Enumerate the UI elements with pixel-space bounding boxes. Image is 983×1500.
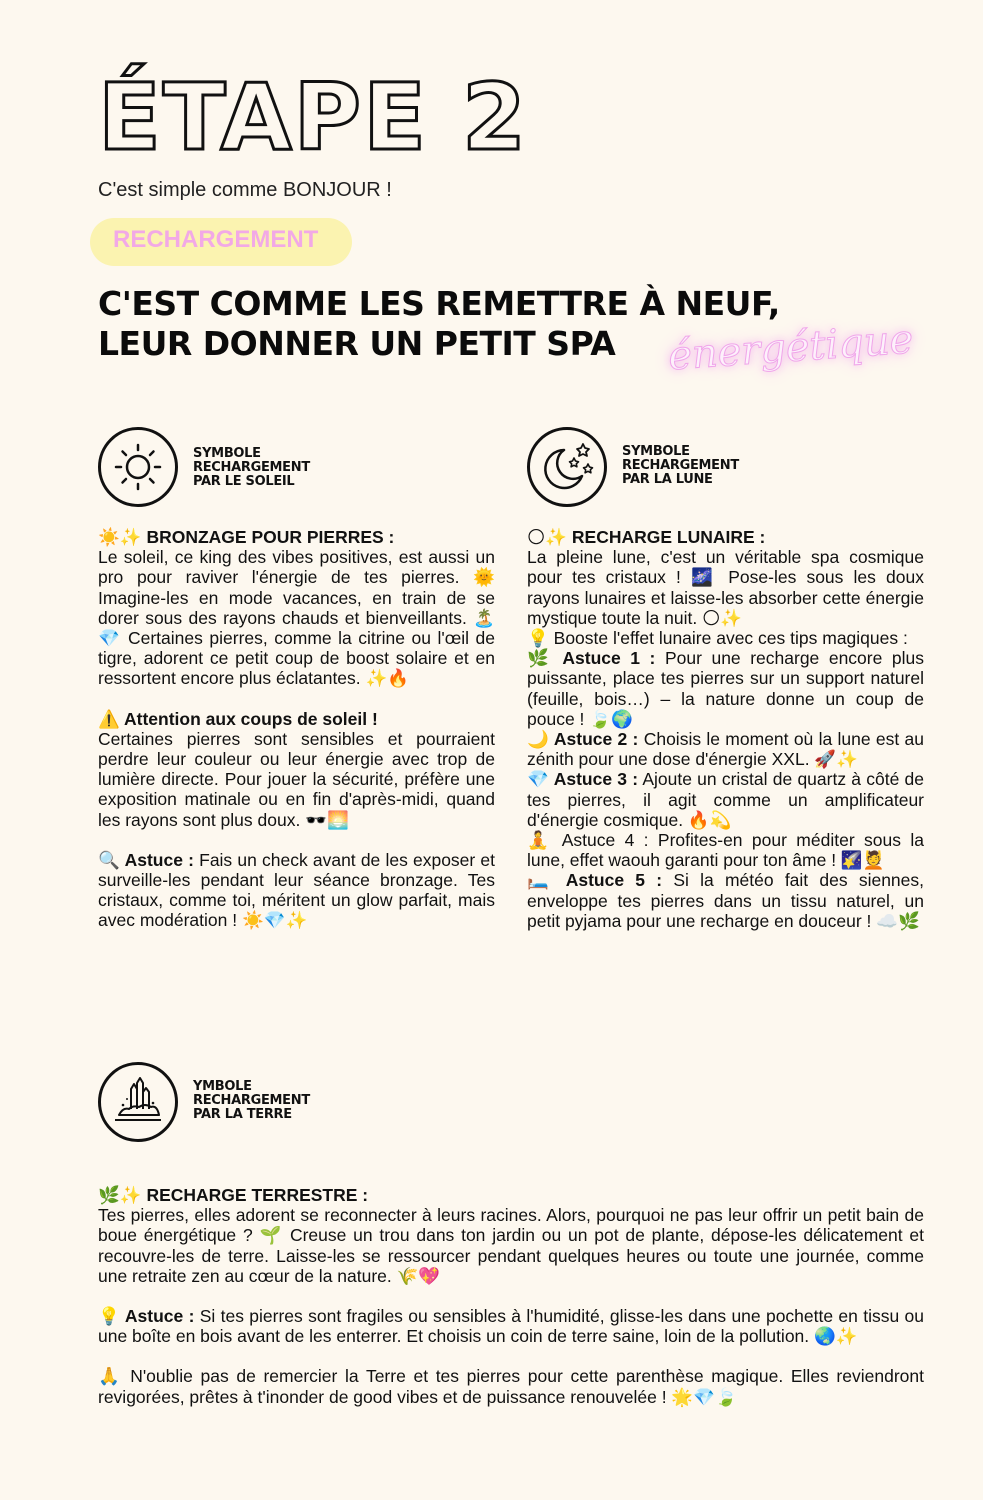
moon-tip-2-label: 🌙 Astuce 2 : xyxy=(527,729,639,750)
moon-paragraph-1: La pleine lune, c'est un véritable spa cosmique pour tes cristaux ! 🌌 Pose-les sous les doux rayons lunaires et laisse-les absorber cette énergie mystique toute la nuit. 🌕✨ xyxy=(527,547,924,628)
moon-tip-3-text: Ajoute un cristal de quartz à côté de tes pierres, il agit comme un amplificateur d'énergie cosmique. 🔥💫 xyxy=(527,769,925,830)
earth-paragraph-1: Tes pierres, elles adorent se reconnecter à leurs racines. Alors, pourquoi ne pas leur offrir un petit bain de boue énergétique ? 🌱 Creuse un trou dans ton jardin ou un pot de plante, dépose-les délicatement et recouvre-les de terre. Laisse-les se ressourcer pendant quelques heures ou toute une journée, comme une retraite zen au cœur de la nature. 🌾💖 xyxy=(98,1205,924,1286)
headline-script-word: énergétique xyxy=(666,316,915,380)
moon-tip-5-label: 🛏️ Astuce 5 : xyxy=(527,870,663,891)
sun-heading: ☀️✨ BRONZAGE POUR PIERRES : xyxy=(98,527,395,547)
sun-label-line: RECHARGEMENT xyxy=(193,460,310,475)
moon-label-line: SYMBOLE xyxy=(622,444,690,459)
headline-line-2: LEUR DONNER UN PETIT SPA xyxy=(98,324,616,363)
moon-tip-5-text: Si la météo fait des siennes, enveloppe tes pierres dans un tissu naturel, un petit pyjama pour une recharge en douceur ! ☁️🌿 xyxy=(527,870,925,931)
tag-label: RECHARGEMENT xyxy=(113,226,319,253)
sun-paragraph-2: Certaines pierres sont sensibles et pourraient perdre leur couleur ou leur énergie avec trop de lumière directe. Pour jouer la sécurité, préfère une exposition matinale ou en fin d'après-midi, quand les rayons sont plus doux. 🕶️🌅 xyxy=(98,728,495,830)
sun-icon xyxy=(101,430,175,504)
sun-symbol xyxy=(98,427,178,507)
sun-label-line: SYMBOLE xyxy=(193,446,261,461)
moon-paragraph-2: 💡 Booste l'effet lunaire avec ces tips magiques : xyxy=(527,628,908,649)
sun-paragraph-3: Fais un check avant de les exposer et surveille-les pendant leur séance bronzage. Tes cristaux, comme toi, méritent un glow parfait, mais avec modération ! ☀️💎✨ xyxy=(98,849,495,931)
moon-label-line: RECHARGEMENT xyxy=(622,458,739,473)
earth-paragraph-3: 🙏 N'oublie pas de remercier la Terre et tes pierres pour cette parenthèse magique. Elles reviendront revigorées, prêtes à t'inonder de good vibes et de puissance renouvelée ! 🌟💎🍃 xyxy=(98,1366,924,1407)
earth-section xyxy=(98,1185,924,1407)
sun-warning-heading: ⚠️ Attention aux coups de soleil ! xyxy=(98,708,378,729)
earth-tip-label: 💡 Astuce : xyxy=(98,1306,195,1327)
moon-symbol-label xyxy=(622,445,739,487)
crystal-in-earth-icon xyxy=(101,1065,175,1139)
earth-label-line: RECHARGEMENT xyxy=(193,1093,310,1108)
moon-tip-2-text: Choisis le moment où la lune est au zénith pour une dose d'énergie XXL. 🚀✨ xyxy=(527,729,924,770)
moon-tip-4-text: 🧘 Astuce 4 : Profites-en pour méditer sous la lune, effet waouh garanti pour ton âme ! 🌠💆 xyxy=(527,830,924,871)
sun-tip-heading: 🔍 Astuce : xyxy=(98,849,194,870)
headline-line-1: C'EST COMME LES REMETTRE À NEUF, xyxy=(98,284,780,323)
sun-section xyxy=(98,527,495,931)
moon-tip-1-label: 🌿 Astuce 1 : xyxy=(527,648,656,669)
page-title: ÉTAPE 2 xyxy=(98,64,528,171)
moon-heading: 🌕✨ RECHARGE LUNAIRE : xyxy=(527,527,766,547)
sun-label-line: PAR LE SOLEIL xyxy=(193,474,295,489)
earth-symbol xyxy=(98,1062,178,1142)
moon-tip-3-label: 💎 Astuce 3 : xyxy=(527,769,639,790)
page-subtitle: C'est simple comme BONJOUR ! xyxy=(98,179,392,201)
sun-paragraph-1: Le soleil, ce king des vibes positives, est aussi un pro pour raviver l'énergie de tes pierres. 🌞 Imagine-les en mode vacances, en train de se dorer sous des rayons chauds et bienveillants. 🏝️💎 Certaines pierres, comme la citrine ou l'œil de tigre, adorent ce petit coup de boost solaire et en ressortent encore plus éclatantes. ✨🔥 xyxy=(98,547,495,689)
earth-heading: 🌿✨ RECHARGE TERRESTRE : xyxy=(98,1185,369,1205)
moon-tip-1-text: Pour une recharge encore plus puissante, place tes pierres sur un support naturel (feuille, bois…) – la nature donne un coup de pouce ! 🍃🌍 xyxy=(527,648,924,729)
earth-label-line: YMBOLE xyxy=(193,1079,252,1094)
moon-symbol xyxy=(527,427,607,507)
moon-label-line: PAR LA LUNE xyxy=(622,472,713,487)
sun-symbol-label xyxy=(193,447,310,489)
earth-tip-text: Si tes pierres sont fragiles ou sensibles à l'humidité, glisse-les dans une pochette en tissu ou une boîte en bois avant de les enterrer. Et choisis un coin de terre saine, loin de la pollution. 🌏✨ xyxy=(98,1306,924,1347)
earth-label-line: PAR LA TERRE xyxy=(193,1107,292,1122)
moon-section xyxy=(527,527,924,931)
moon-stars-icon xyxy=(530,430,604,504)
earth-symbol-label xyxy=(193,1080,310,1122)
